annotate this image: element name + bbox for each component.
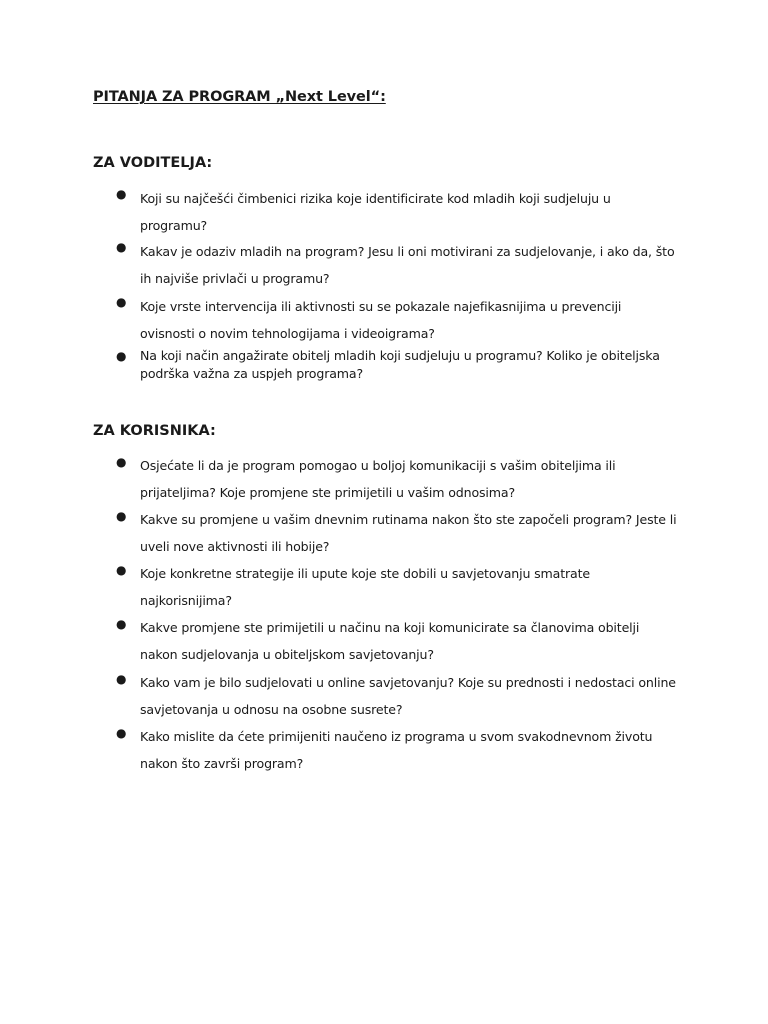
bullet-icon: ● — [116, 509, 127, 523]
question-text: Kakve su promjene u vašim dnevnim rutinama nakon što ste započeli program? Jeste li uveli nove aktivnosti ili hobije? — [140, 512, 677, 554]
bullet-icon: ● — [116, 187, 127, 201]
question-text: Koji su najčešći čimbenici rizika koje identificirate kod mladih koji sudjeluju u programu? — [140, 191, 611, 233]
bullet-icon: ● — [116, 617, 127, 631]
question-text: Kakav je odaziv mladih na program? Jesu li oni motivirani za sudjelovanje, i ako da, što ih najviše privlači u programu? — [140, 244, 675, 286]
bullet-icon: ● — [116, 455, 127, 469]
page-title: PITANJA ZA PROGRAM „Next Level“: — [93, 89, 386, 105]
question-text: Kako vam je bilo sudjelovati u online savjetovanju? Koje su prednosti i nedostaci online savjetovanja u odnosu na osobne susrete? — [140, 675, 676, 717]
question-text: Kakve promjene ste primijetili u načinu na koji komunicirate sa članovima obitelji nakon sudjelovanja u obiteljskom savjetovanju? — [140, 620, 640, 662]
bullet-icon: ● — [116, 726, 127, 740]
bullet-icon: ● — [116, 563, 127, 577]
question-text: Kako mislite da ćete primijeniti naučeno iz programa u svom svakodnevnom životu nakon što završi program? — [140, 729, 653, 771]
bullet-icon: ● — [116, 349, 127, 363]
bullet-icon: ● — [116, 672, 127, 686]
bullet-icon: ● — [116, 240, 127, 254]
bullet-icon: ● — [116, 295, 127, 309]
question-text: Koje konkretne strategije ili upute koje ste dobili u savjetovanju smatrate najkorisnijima? — [140, 566, 591, 608]
question-text: Osjećate li da je program pomogao u boljoj komunikaciji s vašim obiteljima ili prijateljima? Koje promjene ste primijetili u vašim odnosima? — [140, 458, 616, 500]
question-text: Koje vrste intervencija ili aktivnosti su se pokazale najefikasnijima u prevenciji ovisnosti o novim tehnologijama i videoigrama? — [140, 299, 622, 341]
section-heading-voditelja: ZA VODITELJA: — [93, 155, 213, 171]
section-heading-korisnika: ZA KORISNIKA: — [93, 423, 216, 439]
question-text: Na koji način angažirate obitelj mladih koji sudjeluju u programu? Koliko je obiteljska podrška važna za uspjeh programa? — [140, 348, 660, 381]
